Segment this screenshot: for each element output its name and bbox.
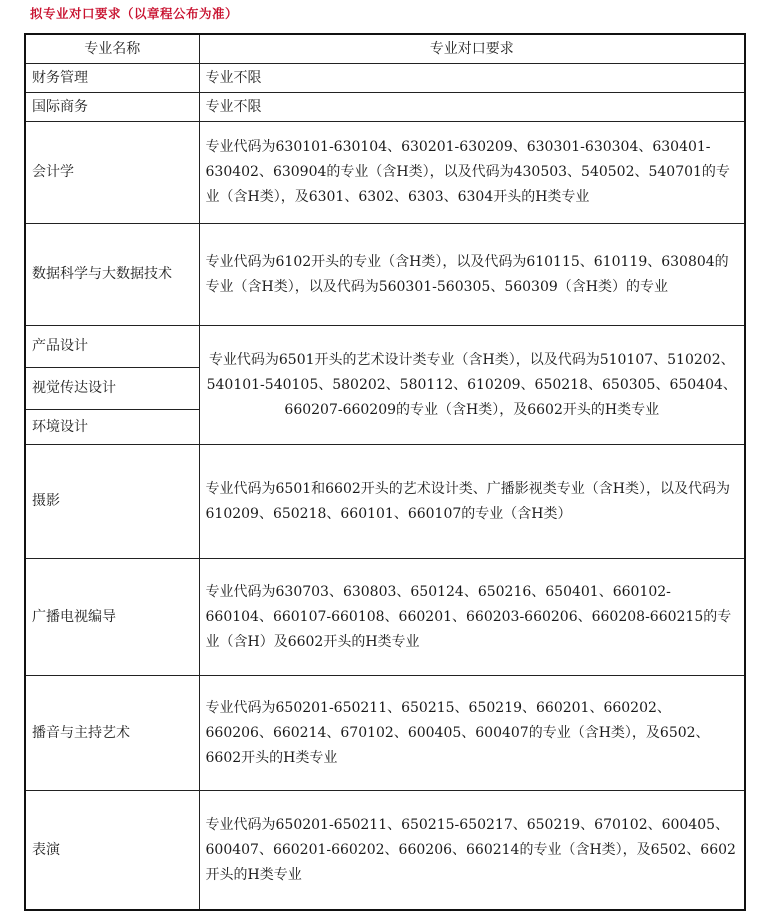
table-row (25, 445, 745, 559)
table-row (25, 93, 745, 122)
major-name: 会计学 (25, 122, 199, 224)
requirement-text: 专业代码为650201-650211、650215、650219、660201、660202、660206、660214、670102、600405、600407的专业（含H类），及6502、6602开头的H类专业 (199, 676, 745, 791)
table-row (25, 64, 745, 93)
table-row (25, 676, 745, 791)
table-row (25, 559, 745, 676)
requirement-text: 专业不限 (199, 93, 745, 122)
requirement-text: 专业代码为6501和6602开头的艺术设计类、广播影视类专业（含H类），以及代码为610209、650218、660101、660107的专业（含H类） (199, 445, 745, 559)
table-row (25, 326, 745, 368)
header-requirement: 专业对口要求 (199, 34, 745, 64)
page-title: 拟专业对口要求（以章程公布为准） (30, 6, 239, 21)
major-name: 财务管理 (25, 64, 199, 93)
requirement-text: 专业代码为630703、630803、650124、650216、650401、660102-660104、660107-660108、660201、660203-660206、660208-660215的专业（含H）及6602开头的H类专业 (199, 559, 745, 676)
requirement-text: 专业代码为650201-650211、650215-650217、650219、670102、600405、600407、660201-660202、660206、660214的专业（含H类），及6502、6602开头的H类专业 (199, 791, 745, 911)
requirement-text: 专业代码为630101-630104、630201-630209、630301-630304、630401-630402、630904的专业（含H类），以及代码为430503、540502、540701的专业（含H类），及6301、6302、6303、6304开头的H类专业 (199, 122, 745, 224)
major-name: 视觉传达设计 (25, 368, 199, 410)
major-name: 数据科学与大数据技术 (25, 224, 199, 326)
major-name: 环境设计 (25, 410, 199, 445)
table-row (25, 122, 745, 224)
requirement-text: 专业不限 (199, 64, 745, 93)
major-requirements-table (24, 33, 746, 911)
requirement-text: 专业代码为6501开头的艺术设计类专业（含H类），以及代码为510107、510202、540101-540105、580202、580112、610209、650218、650305、650404、660207-660209的专业（含H类），及6602开头的H类专业 (199, 326, 745, 445)
major-name: 国际商务 (25, 93, 199, 122)
major-name: 摄影 (25, 445, 199, 559)
table-row (25, 224, 745, 326)
major-name: 广播电视编导 (25, 559, 199, 676)
major-name: 播音与主持艺术 (25, 676, 199, 791)
major-name: 产品设计 (25, 326, 199, 368)
table-row (25, 791, 745, 911)
header-major-name: 专业名称 (25, 34, 199, 64)
requirement-text: 专业代码为6102开头的专业（含H类），以及代码为610115、610119、630804的专业（含H类），以及代码为560301-560305、560309（含H类）的专业 (199, 224, 745, 326)
table-header-row (25, 34, 745, 64)
major-name: 表演 (25, 791, 199, 911)
